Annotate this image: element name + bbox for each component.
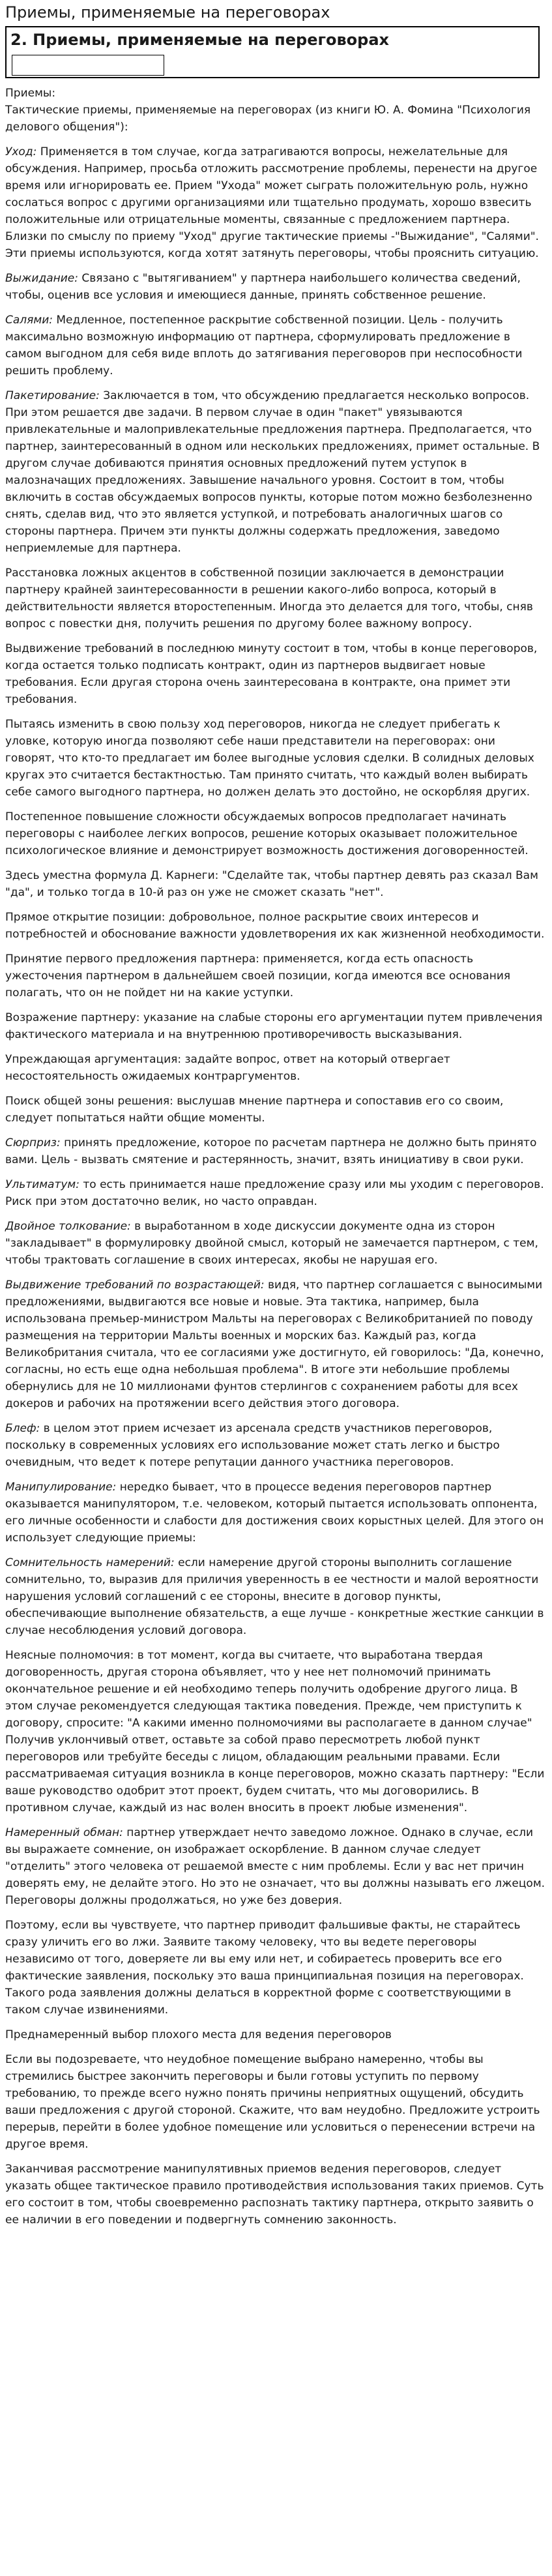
intro — [5, 85, 545, 136]
intro-line: Тактические приемы, применяемые на переговорах (из книги Ю. А. Фомина "Психология делового общения"): — [5, 104, 531, 134]
paragraph-text: Расстановка ложных акцентов в собственной позиции заключается в демонстрации партнеру крайней заинтересованности в решении какого-либо вопроса, который в действительности является второстепенным. Иногда это делается для того, чтобы, сняв вопрос с повестки дня, получить решения по другому более важному вопросу. — [5, 567, 533, 630]
paragraph-text: Если вы подозреваете, что неудобное помещение выбрано намеренно, чтобы вы стремились быстрее закончить переговоры и были готовы уступить по первому требованию, то прежде всего нужно понять причины неприятных ощущений, обсудить ваши предложения с другой стороной. Скажите, что вам неудобно. Предложите устроить перерыв, перейти в более удобное помещение или условиться о перенесении встречи на другое время. — [5, 2053, 540, 2151]
paragraph-text: то есть принимается наше предложение сразу или мы уходим с переговоров. Риск при этом достаточно велик, но часто оправдан. — [5, 1178, 544, 1208]
paragraph-term: Блеф: — [5, 1422, 40, 1435]
paragraph-term: Салями: — [5, 314, 53, 327]
paragraph — [5, 1176, 545, 1210]
paragraph-text: Поэтому, если вы чувствуете, что партнер приводит фальшивые факты, не старайтесь сразу уличить его во лжи. Заявите такому человеку, что вы ведете переговоры независимо от того, доверяете ли вы ему или нет, и собираетесь проверить все его фактические заявления, поскольку это ваша принципиальная позиция на переговорах. Такого рода заявления должны делаться в корректной форме с соответствующими в таком случае извинениями. — [5, 1919, 524, 2017]
paragraph — [5, 1134, 545, 1168]
paragraph — [5, 270, 545, 304]
paragraph — [5, 1479, 545, 1547]
paragraph — [5, 2051, 545, 2153]
paragraph-term: Сомнительность намерений: — [5, 1556, 175, 1569]
paragraph-text: Заканчивая рассмотрение манипулятивных приемов ведения переговоров, следует указать общее тактическое правило противодействия использования таких приемов. Суть его состоит в том, чтобы своевременно распознать тактику партнера, открыто заявить о ее наличии в его поведении и подвергнуть сомнению законность. — [5, 2163, 544, 2227]
paragraph-text: Применяется в том случае, когда затрагиваются вопросы, нежелательные для обсуждения. Например, просьба отложить рассмотрение проблемы, перенести на другое время или игнорировать ее. Прием "Ухода" может сыграть положительную роль, нужно сослаться вопрос с другими организациями или тщательно продумать, хорошо взвесить положительные или отрицательные моменты, связанные с предложением партнера. Близки по смыслу по приему "Уход" другие тактические приемы -"Выжидание", "Салями". Эти приемы используются, когда хотят затянуть переговоры, чтобы прояснить ситуацию. — [5, 145, 539, 260]
paragraph — [5, 565, 545, 632]
paragraph — [5, 1093, 545, 1127]
paragraph — [5, 909, 545, 943]
paragraph-text: Выдвижение требований в последнюю минуту состоит в том, чтобы в конце переговоров, когда остается только подписать контракт, один из партнеров выдвигает новые требования. Если другая сторона очень заинтересована в контракте, она примет эти требования. — [5, 642, 538, 706]
paragraph-text: принять предложение, которое по расчетам партнера не должно быть принято вами. Цель - вызвать смятение и растерянность, значит, взять инициативу в свои руки. — [5, 1136, 537, 1166]
paragraph — [5, 1554, 545, 1639]
paragraph — [5, 867, 545, 901]
paragraph-term: Двойное толкование: — [5, 1220, 131, 1233]
paragraph-text: Упреждающая аргументация: задайте вопрос, ответ на который отвергает несостоятельность ожидаемых контраргументов. — [5, 1053, 450, 1083]
paragraph-text: Прямое открытие позиции: добровольное, полное раскрытие своих интересов и потребностей и обоснование важности удовлетворения их как жизненной необходимости. — [5, 911, 545, 941]
paragraph-term: Сюрприз: — [5, 1136, 61, 1149]
paragraph-text: Заключается в том, что обсуждению предлагается несколько вопросов. При этом решается две задачи. В первом случае в один "пакет" увязываются привлекательные и малопривлекательные предложения партнера. Предполагается, что партнер, заинтересованный в одном или нескольких предложениях, примет остальные. В другом случае добиваются принятия основных предложений путем уступок в малозначащих предложениях. Завышение начального уровня. Состоит в том, чтобы включить в состав обсуждаемых вопросов пункты, которые потом можно безболезненно снять, сделав вид, что это является уступкой, и потребовать аналогичных шагов со стороны партнера. Причем эти пункты должны содержать предложения, заведомо неприемлемые для партнера. — [5, 389, 540, 555]
paragraph-text: Пытаясь изменить в свою пользу ход переговоров, никогда не следует прибегать к уловке, которую иногда позволяют себе наши представители на переговорах: они говорят, что кто-то предлагает им более выгодные условия сделки. В солидных деловых кругах это считается бестактностью. Там принято считать, что каждый волен выбирать себе самого выгодного партнера, но должен делать это достойно, не оскорбляя других. — [5, 718, 534, 799]
paragraph — [5, 1051, 545, 1085]
article-body — [5, 143, 545, 2228]
page-title: Приемы, применяемые на переговорах — [5, 3, 330, 22]
paragraph — [5, 143, 545, 262]
paragraph-text: партнер утверждает нечто заведомо ложное. Однако в случае, если вы выражаете сомнение, он изображает оскорбление. В данном случае следует "отделить" этого человека от решаемой вместе с ним проблемы. Если у вас нет причин доверять ему, не делайте этого. Но это не означает, что вы должны называть его лжецом. Переговоры должны продолжаться, но уже без доверия. — [5, 1826, 545, 1907]
paragraph-text: Неясные полномочия: в тот момент, когда вы считаете, что выработана твердая договоренность, другая сторона объявляет, что у нее нет полномочий принимать окончательное решение и ей необходимо теперь получить одобрение другого лица. В этом случае рекомендуется следующая тактика поведения. Прежде, чем приступить к договору, спросите: "А какими именно полномочиями вы располагаете в данном случае" Получив уклончивый ответ, оставьте за собой право пересмотреть любой пункт переговоров или требуйте беседы с лицом, обладающим реальными правами. Если рассматриваемая ситуация возникла в конце переговоров, можно сказать партнеру: "Если ваше руководство одобрит этот проект, будем считать, что мы договорились. В противном случае, каждый из нас волен вносить в проект любые изменения". — [5, 1649, 545, 1814]
paragraph — [5, 1824, 545, 1909]
paragraph — [5, 1917, 545, 2019]
paragraph — [5, 808, 545, 859]
paragraph — [5, 312, 545, 379]
paragraph — [5, 640, 545, 708]
section-heading-text: 2. Приемы, применяемые на переговорах — [10, 31, 390, 49]
paragraph-text: Связано с "вытягиванием" у партнера наибольшего количества сведений, чтобы, оценив все условия и имеющиеся данные, принять собственное решение. — [5, 272, 521, 302]
paragraph-text: Возражение партнеру: указание на слабые стороны его аргументации путем привлечения фактического материала и на внутреннюю противоречивость высказывания. — [5, 1011, 543, 1041]
paragraph-text: Постепенное повышение сложности обсуждаемых вопросов предполагает начинать переговоры с наиболее легких вопросов, решение которых оказывает положительное психологическое влияние и демонстрирует возможность достижения договоренностей. — [5, 810, 529, 857]
paragraph — [5, 1218, 545, 1269]
paragraph — [5, 1277, 545, 1412]
paragraph-text: Поиск общей зоны решения: выслушав мнение партнера и сопоставив его со своим, следует попытаться найти общие моменты. — [5, 1095, 504, 1125]
paragraph-text: Преднамеренный выбор плохого места для ведения переговоров — [5, 2028, 392, 2041]
paragraph — [5, 1420, 545, 1471]
paragraph-text: Медленное, постепенное раскрытие собственной позиции. Цель - получить максимально возможную информацию от партнера, сформулировать предложение в самом выгодном для себя виде вплоть до затягивания переговоров при неспособности решить проблему. — [5, 314, 523, 378]
paragraph-text: Принятие первого предложения партнера: применяется, когда есть опасность ужесточения партнером в дальнейшем своей позиции, когда имеются все основания полагать, что он не пойдет ни на какие уступки. — [5, 953, 511, 999]
paragraph — [5, 951, 545, 1001]
paragraph — [5, 1647, 545, 1816]
paragraph — [5, 2161, 545, 2228]
paragraph — [5, 1009, 545, 1043]
heading-field-box[interactable] — [12, 55, 164, 76]
paragraph-term: Ультиматум: — [5, 1178, 80, 1191]
intro-line: Приемы: — [5, 87, 56, 100]
paragraph-term: Манипулирование: — [5, 1481, 117, 1494]
section-heading — [5, 26, 540, 78]
paragraph — [5, 387, 545, 557]
paragraph — [5, 716, 545, 801]
paragraph-text: видя, что партнер соглашается с выносимыми предложениями, выдвигаются все новые и новые. Эта тактика, например, была использована премьер-министром Мальты на переговорах с Великобританией по поводу размещения на территории Мальты военных и морских баз. Каждый раз, когда Великобритания считала, что ее согласиями уже достигнуто, ей говорилось: "Да, конечно, согласны, но есть еще одна небольшая проблема". В итоге эти небольшие проблемы обернулись для не 10 миллионами фунтов стерлингов с сохранением работы для всех докеров и рабочих на протяжении всего действия этого договора. — [5, 1279, 544, 1410]
paragraph-text: если намерение другой стороны выполнить соглашение сомнительно, то, выразив для приличия уверенность в ее честности и малой вероятности нарушения условий соглашений с ее стороны, внесите в договор пункты, обеспечивающие выполнение обязательств, а еще лучше - конкретные жесткие санкции в случае несоблюдения условий договора. — [5, 1556, 544, 1637]
paragraph-text: в выработанном в ходе дискуссии документе одна из сторон "закладывает" в формулировку двойной смысл, который не замечается партнером, с тем, чтобы трактовать соглашение в своих интересах, якобы не нарушая его. — [5, 1220, 538, 1267]
paragraph-text: Здесь уместна формула Д. Карнеги: "Сделайте так, чтобы партнер девять раз сказал Вам "да", и только тогда в 10-й раз он уже не сможет сказать "нет". — [5, 869, 538, 899]
paragraph-term: Пакетирование: — [5, 389, 100, 402]
paragraph-text: нередко бывает, что в процессе ведения переговоров партнер оказывается манипулятором, т.е. человеком, который пытается использовать оппонента, его личные особенности и слабости для достижения своих корыстных целей. Для этого он использует следующие приемы: — [5, 1481, 544, 1545]
paragraph-term: Выдвижение требований по возрастающей: — [5, 1279, 265, 1292]
paragraph — [5, 2026, 545, 2043]
paragraph-term: Намеренный обман: — [5, 1826, 123, 1839]
paragraph-text: в целом этот прием исчезает из арсенала средств участников переговоров, поскольку в современных условиях его использование может стать легко и быстро очевидным, что ведет к потере репутации данного участника переговоров. — [5, 1422, 500, 1469]
paragraph-term: Уход: — [5, 145, 37, 158]
paragraph-term: Выжидание: — [5, 272, 78, 285]
